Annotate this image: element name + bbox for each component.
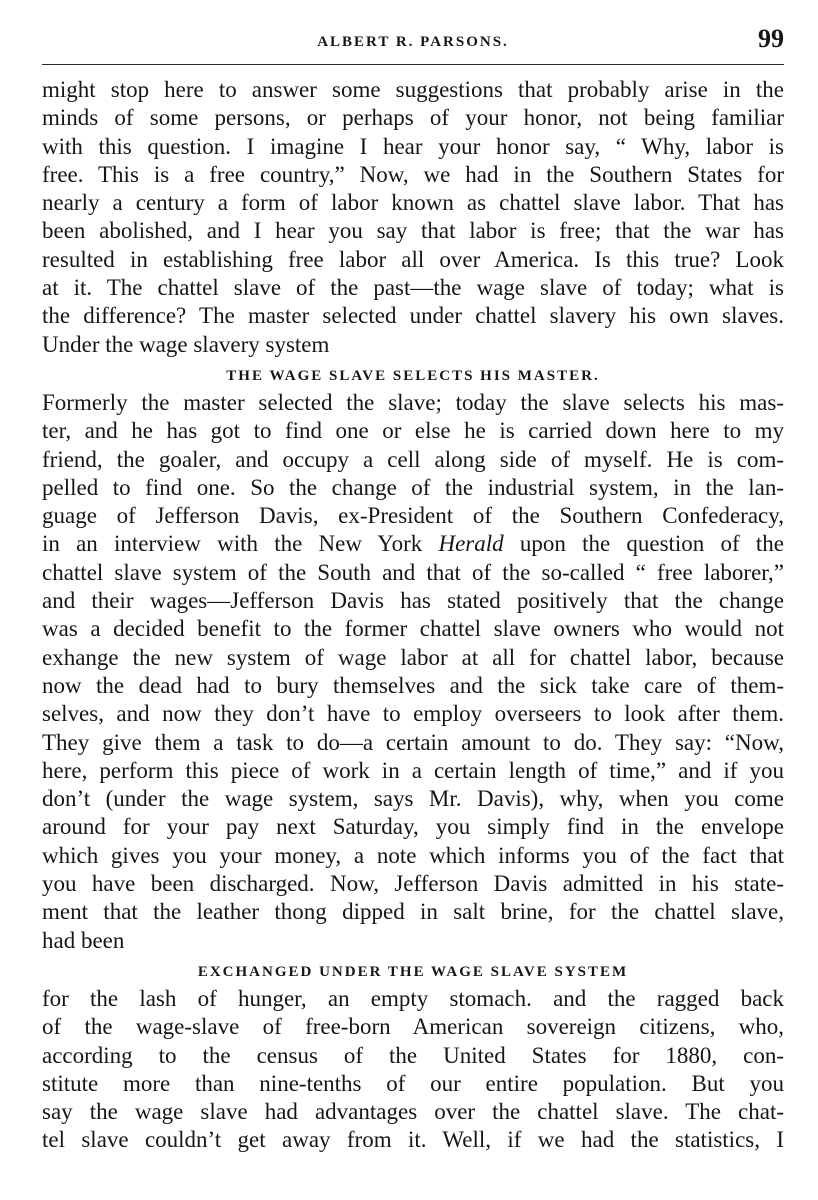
text-line: ter, and he has got to find one or else he is carried down here to my [42,418,784,444]
text-line: chattel slave system of the South and that of the so-called “ free laborer,” [42,559,784,585]
text-line: resulted in establishing free labor all over America. Is this true? Look [42,246,784,272]
text-line: for the lash of hunger, an empty stomach. and the ragged back [42,985,784,1011]
text-line: here, perform this piece of work in a certain length of time,” and if you [42,757,784,783]
text-line: guage of Jefferson Davis, ex-President of the Southern Confederacy, [42,503,784,529]
text-segment: upon the question of the [503,531,784,557]
text-line: now the dead had to bury themselves and the sick take care of them- [42,672,784,698]
text-line: Formerly the master selected the slave; today the slave selects his mas- [42,389,784,415]
paragraph-3 [42,985,784,1155]
page-header [42,16,784,65]
text-segment: in an interview with the New York [42,531,439,557]
text-line: friend, the goaler, and occupy a cell along side of myself. He is com- [42,446,784,472]
text-line: don’t (under the wage system, says Mr. Davis), why, when you come [42,786,784,812]
text-line: at it. The chattel slave of the past—the wage slave of today; what is [42,275,784,301]
text-line: around for your pay next Saturday, you simply find in the envelope [42,814,784,840]
section-subheading: THE WAGE SLAVE SELECTS HIS MASTER. [226,367,600,384]
text-line-with-italic [42,530,784,558]
text-line: which gives you your money, a note which informs you of the fact that [42,842,784,868]
text-line: been abolished, and I hear you say that labor is free; that the war has [42,218,784,244]
text-line: exhange the new system of wage labor at all for chattel labor, because [42,644,784,670]
text-line: They give them a task to do—a certain amount to do. They say: “Now, [42,729,784,755]
section-subheading: EXCHANGED UNDER THE WAGE SLAVE SYSTEM [197,963,629,980]
newspaper-title: Herald [438,531,504,557]
page-number: 99 [758,24,784,53]
text-line: ment that the leather thong dipped in salt brine, for the chattel slave, [42,899,784,925]
text-line: nearly a century a form of labor known as chattel slave labor. That has [42,190,784,216]
paragraph-1 [42,76,784,359]
text-line: was a decided benefit to the former chattel slave owners who would not [42,616,784,642]
text-line: minds of some persons, or perhaps of your honor, not being familiar [42,105,784,131]
text-line: of the wage-slave of free-born American sovereign citizens, who, [42,1014,784,1040]
text-line: had been [42,927,125,953]
text-line: selves, and now they don’t have to employ overseers to look after them. [42,701,784,727]
text-line: stitute more than nine-tenths of our entire population. But you [42,1070,784,1096]
text-line: say the wage slave had advantages over the chattel slave. The chat- [42,1099,784,1125]
running-head: ALBERT R. PARSONS. [317,34,509,50]
text-line: with this question. I imagine I hear your honor say, “ Why, labor is [42,133,784,159]
text-line: according to the census of the United States for 1880, con- [42,1042,784,1068]
text-line: Under the wage slavery system [42,331,330,357]
text-line: you have been discharged. Now, Jefferson Davis admitted in his state- [42,871,784,897]
text-line: and their wages—Jefferson Davis has stated positively that the change [42,588,784,614]
text-line: the difference? The master selected under chattel slavery his own slaves. [42,303,784,329]
text-line: free. This is a free country,” Now, we had in the Southern States for [42,161,784,187]
paragraph-2 [42,389,784,955]
text-line: pelled to find one. So the change of the industrial system, in the lan- [42,474,784,500]
text-line: tel slave couldn’t get away from it. Well, if we had the statistics, I [42,1127,784,1153]
text-line: might stop here to answer some suggestions that probably arise in the [42,77,784,102]
body-text [42,76,784,1155]
